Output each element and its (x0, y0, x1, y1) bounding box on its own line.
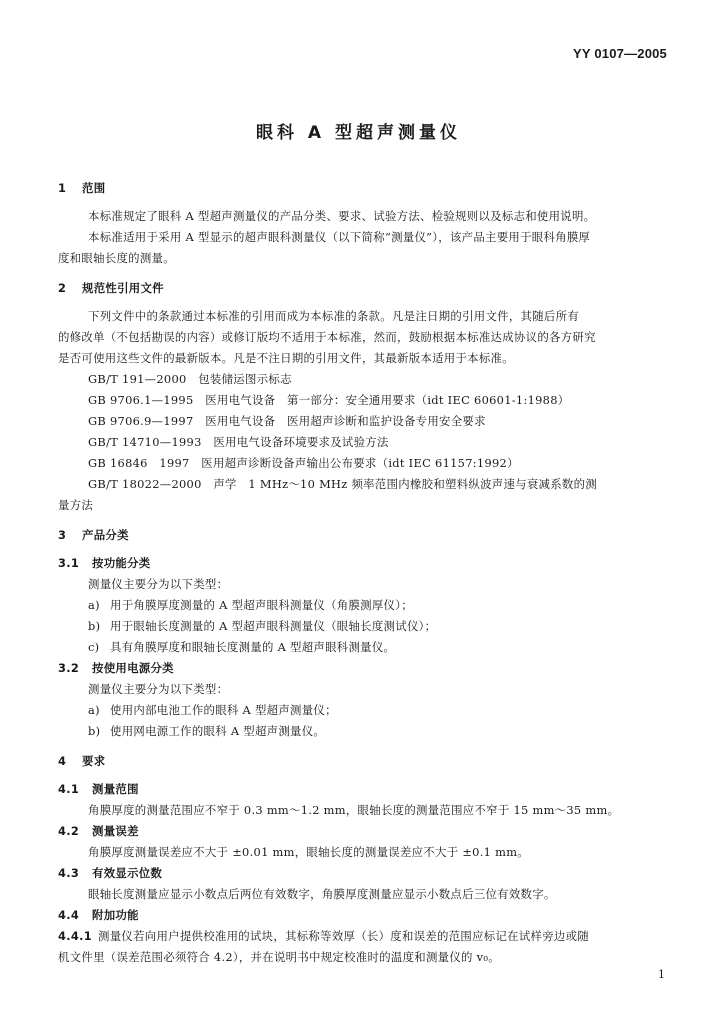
reference-item: GB 16846 1997 医用超声诊断设备声输出公布要求（idt IEC 61157:1992） (88, 456, 519, 470)
section-number: 3.1 (58, 556, 80, 570)
paragraph: 的修改单（不包括勘误的内容）或修订版均不适用于本标准，然而，鼓励根据本标准达成协议的各方研究 (58, 330, 596, 344)
reference-item-continuation: 量方法 (58, 498, 94, 512)
section-number: 4.4.1 (58, 929, 92, 943)
section-4-heading (58, 753, 669, 769)
page-number: 1 (658, 968, 665, 981)
reference-item: GB/T 18022—2000 声学 1 MHz～10 MHz 频率范围内橡胶和塑料纵波声速与衰减系数的测 (88, 477, 597, 491)
section-3-heading (58, 527, 669, 543)
clause-text: 测量仪若向用户提供校准用的试块，其标称等效厚（长）度和误差的范围应标记在试样旁边或随 (98, 929, 590, 943)
paragraph: 测量仪主要分为以下类型： (88, 577, 229, 591)
list-marker: b) (88, 724, 101, 738)
paragraph: 本标准适用于采用 A 型显示的超声眼科测量仪（以下简称“测量仪”），该产品主要用于眼科角膜厚 (88, 230, 591, 244)
list-text: 用于眼轴长度测量的 A 型超声眼科测量仪（眼轴长度测试仪）； (110, 619, 437, 633)
subsection-4-1-heading (58, 781, 669, 797)
list-text: 使用内部电池工作的眼科 A 型超声测量仪； (110, 703, 337, 717)
reference-item: GB/T 191—2000 包装储运图示标志 (88, 372, 292, 386)
reference-item: GB/T 14710—1993 医用电气设备环境要求及试验方法 (88, 435, 389, 449)
clause-4-4-1 (58, 928, 669, 944)
section-number: 4.3 (58, 866, 80, 880)
section-number: 3 (58, 528, 67, 542)
subsection-4-3-heading (58, 865, 669, 881)
section-number: 4.2 (58, 824, 80, 838)
subsection-4-2-heading (58, 823, 669, 839)
reference-item: GB 9706.1—1995 医用电气设备 第一部分：安全通用要求（idt IEC 60601-1:1988） (88, 393, 570, 407)
list-item (58, 723, 669, 739)
document-title: 眼科 A 型超声测量仪 (256, 123, 461, 143)
section-title: 测量误差 (92, 824, 139, 838)
list-text: 用于角膜厚度测量的 A 型超声眼科测量仪（角膜测厚仪）； (110, 598, 413, 612)
paragraph: 下列文件中的条款通过本标准的引用而成为本标准的条款。凡是注日期的引用文件，其随后所有 (88, 309, 580, 323)
section-number: 2 (58, 281, 67, 295)
section-title: 附加功能 (92, 908, 139, 922)
list-marker: a) (88, 598, 100, 612)
paragraph: 眼轴长度测量应显示小数点后两位有效数字，角膜厚度测量应显示小数点后三位有效数字。 (88, 887, 556, 901)
subsection-4-4-heading (58, 907, 669, 923)
section-title: 要求 (82, 754, 106, 768)
list-text: 具有角膜厚度和眼轴长度测量的 A 型超声眼科测量仪。 (110, 640, 396, 654)
section-title: 产品分类 (82, 528, 129, 542)
paragraph: 角膜厚度测量误差应不大于 ±0.01 mm，眼轴长度的测量误差应不大于 ±0.1 mm。 (88, 845, 530, 859)
section-title: 测量范围 (92, 782, 139, 796)
paragraph: 测量仪主要分为以下类型： (88, 682, 229, 696)
reference-item: GB 9706.9—1997 医用电气设备 医用超声诊断和监护设备专用安全要求 (88, 414, 486, 428)
section-number: 1 (58, 181, 67, 195)
section-2-heading (58, 280, 669, 296)
paragraph: 本标准规定了眼科 A 型超声测量仪的产品分类、要求、试验方法、检验规则以及标志和使用说明。 (88, 209, 596, 223)
list-marker: a) (88, 703, 100, 717)
section-title: 规范性引用文件 (82, 281, 164, 295)
standard-code: YY 0107—2005 (573, 46, 667, 61)
list-item (58, 639, 669, 655)
section-number: 4.1 (58, 782, 80, 796)
paragraph: 度和眼轴长度的测量。 (58, 251, 175, 265)
section-title: 按使用电源分类 (92, 661, 174, 675)
section-number: 4.4 (58, 908, 80, 922)
section-title: 范围 (82, 181, 106, 195)
list-marker: c) (88, 640, 100, 654)
subsection-3-2-heading (58, 660, 669, 676)
list-marker: b) (88, 619, 101, 633)
list-item (58, 702, 669, 718)
paragraph: 是否可使用这些文件的最新版本。凡是不注日期的引用文件，其最新版本适用于本标准。 (58, 351, 514, 365)
section-number: 4 (58, 754, 67, 768)
paragraph: 角膜厚度的测量范围应不窄于 0.3 mm～1.2 mm，眼轴长度的测量范围应不窄于 15 mm～35 mm。 (88, 803, 620, 817)
list-item (58, 618, 669, 634)
list-text: 使用网电源工作的眼科 A 型超声测量仪。 (110, 724, 326, 738)
section-title: 有效显示位数 (92, 866, 163, 880)
paragraph: 机文件里（误差范围必须符合 4.2），并在说明书中规定校准时的温度和测量仪的 v₀。 (58, 950, 500, 964)
subsection-3-1-heading (58, 555, 669, 571)
section-1-heading (58, 180, 669, 196)
section-title: 按功能分类 (92, 556, 151, 570)
list-item (58, 597, 669, 613)
section-number: 3.2 (58, 661, 80, 675)
